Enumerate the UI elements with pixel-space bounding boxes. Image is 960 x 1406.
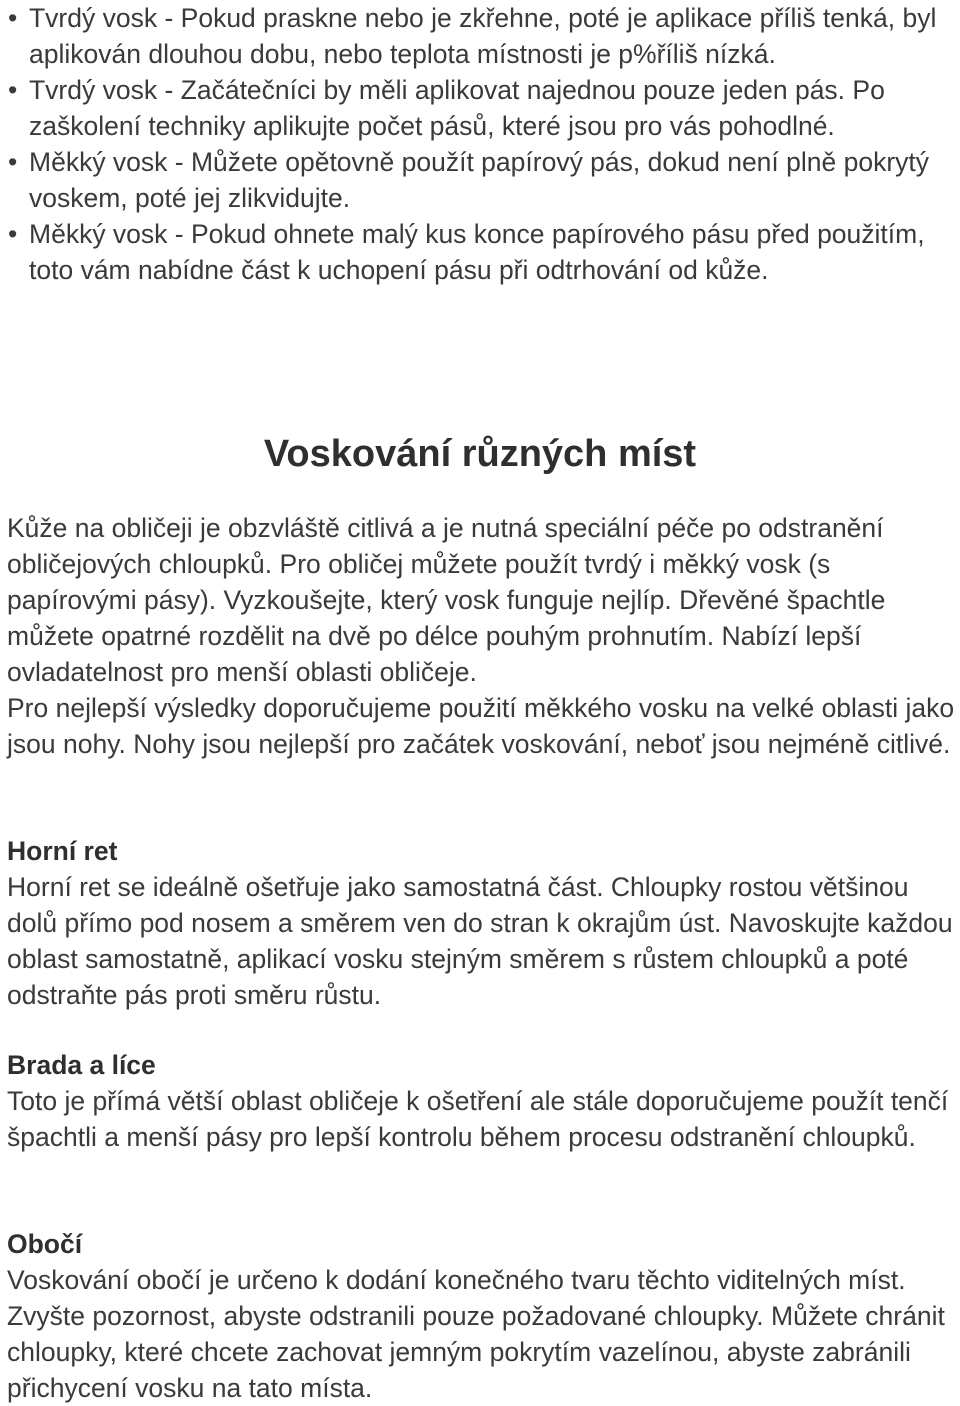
tip-hard-wax-cracking	[8, 0, 953, 72]
tip-soft-wax-fold	[8, 216, 953, 288]
tip-text: Tvrdý vosk - Začátečníci by měli aplikovat najednou pouze jeden pás. Po zaškolení techniky aplikujte počet pásů, které jsou pro vás pohodlné.	[29, 75, 885, 141]
eyebrows-heading: Obočí	[7, 1229, 83, 1259]
intro-paragraph-face: Kůže na obličeji je obzvláště citlivá a je nutná speciální péče po odstranění obličejových chloupků. Pro obličej můžete použít tvrdý i měkký vosk (s papírovými pásy). Vyzkoušejte, který vosk funguje nejlíp. Dřevěné špachtle můžete opatrné rozdělit na dvě po délce pouhým prohnutím. Nabízí lepší ovladatelnost pro menší oblasti obličeje.	[7, 513, 886, 687]
chin-cheeks-text: Toto je přímá větší oblast obličeje k ošetření ale stále doporučujeme použít tenčí špachtli a menší pásy pro lepší kontrolu během procesu odstranění chloupků.	[7, 1086, 949, 1152]
tip-text: Měkký vosk - Pokud ohnete malý kus konce papírového pásu před použitím, toto vám nabídne část k uchopení pásu při odtrhování od kůže.	[29, 219, 925, 285]
bullet-icon: •	[8, 3, 18, 33]
section-upper-lip	[7, 833, 957, 1013]
eyebrows-text: Voskování obočí je určeno k dodání konečného tvaru těchto viditelných míst. Zvyšte pozornost, abyste odstranili pouze požadované chloupky. Můžete chránit chloupky, které chcete zachovat jemným pokrytím vazelínou, abyste zabránili přichycení vosku na tato místa.	[7, 1265, 945, 1403]
tips-list	[8, 0, 953, 288]
chin-cheeks-heading: Brada a líce	[7, 1050, 156, 1080]
section-chin-cheeks	[7, 1047, 957, 1155]
tip-text: Tvrdý vosk - Pokud praskne nebo je zkřehne, poté je aplikace příliš tenká, byl aplikován dlouhou dobu, nebo teplota místnosti je p%říliš nízká.	[29, 3, 937, 69]
tip-hard-wax-beginners	[8, 72, 953, 144]
bullet-icon: •	[8, 75, 18, 105]
upper-lip-text: Horní ret se ideálně ošetřuje jako samostatná část. Chloupky rostou většinou dolů přímo pod nosem a směrem ven do stran k okrajům úst. Navoskujte každou oblast samostatně, aplikací vosku stejným směrem s růstem chloupků a poté odstraňte pás proti směru růstu.	[7, 872, 953, 1010]
bullet-icon: •	[8, 147, 18, 177]
tip-soft-wax-reuse	[8, 144, 953, 216]
section-title: Voskování různých míst	[263, 433, 697, 475]
bullet-icon: •	[8, 219, 18, 249]
section-eyebrows	[7, 1226, 957, 1406]
intro-paragraph-legs: Pro nejlepší výsledky doporučujeme použití měkkého vosku na velké oblasti jako jsou nohy. Nohy jsou nejlepší pro začátek voskování, neboť jsou nejméně citlivé.	[7, 693, 955, 759]
upper-lip-heading: Horní ret	[7, 836, 118, 866]
tip-text: Měkký vosk - Můžete opětovně použít papírový pás, dokud není plně pokrytý voskem, poté jej zlikvidujte.	[29, 147, 930, 213]
